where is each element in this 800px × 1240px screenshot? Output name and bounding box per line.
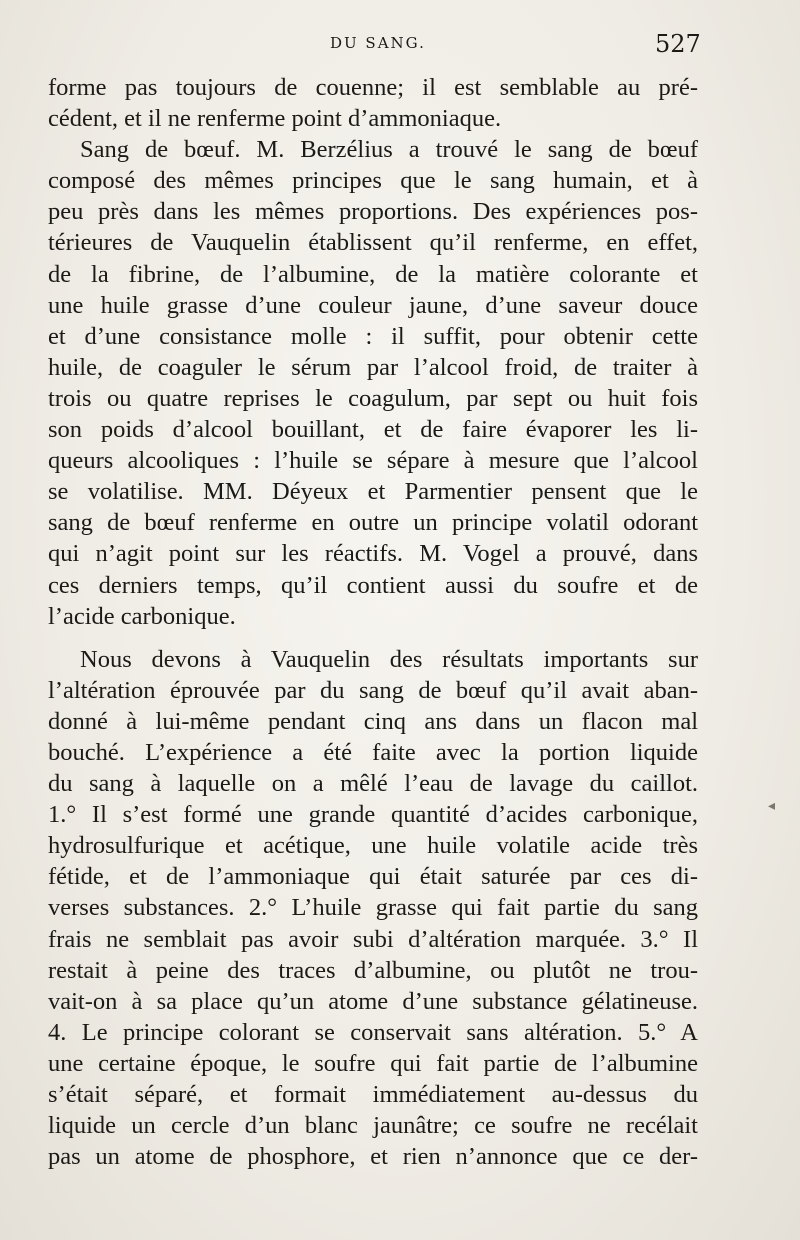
body-text xyxy=(48,72,698,1172)
text-line: de la fibrine, de l’albumine, de la matière colorante et xyxy=(48,260,698,288)
text-line: qui n’agit point sur les réactifs. M. Vogel a prouvé, dans xyxy=(48,540,698,568)
text-line: trois ou quatre reprises le coagulum, par sept ou huit fois xyxy=(48,384,698,412)
text-line: frais ne semblait pas avoir subi d’altération marquée. 3.° Il xyxy=(48,925,698,953)
text-line: forme pas toujours de couenne; il est semblable au pré- xyxy=(48,74,698,101)
text-line: verses substances. 2.° L’huile grasse qui fait partie du sang xyxy=(48,894,698,922)
text-line: huile, de coaguler le sérum par l’alcool froid, de traiter à xyxy=(48,353,698,381)
text-line: bouché. L’expérience a été faite avec la portion liquide xyxy=(48,738,698,766)
text-line: du sang à laquelle on a mêlé l’eau de lavage du caillot. xyxy=(48,770,698,798)
text-line: son poids d’alcool bouillant, et de faire évaporer les li- xyxy=(48,416,698,444)
running-title: DU SANG. xyxy=(330,34,426,52)
text-line: térieures de Vauquelin établissent qu’il renferme, en effet, xyxy=(48,229,698,257)
text-line: se volatilise. MM. Déyeux et Parmentier pensent que le xyxy=(48,478,698,506)
text-line: 4. Le principe colorant se conservait sans altération. 5.° A xyxy=(48,1018,698,1046)
text-line: donné à lui-même pendant cinq ans dans un flacon mal xyxy=(48,707,698,735)
text-line: restait à peine des traces d’albumine, ou plutôt ne trou- xyxy=(48,956,698,984)
text-line: 1.° Il s’est formé une grande quantité d’acides carbonique, xyxy=(48,801,698,829)
text-line: cédent, et il ne renferme point d’ammoniaque. xyxy=(48,105,502,133)
text-line: une huile grasse d’une couleur jaune, d’une saveur douce xyxy=(48,291,698,319)
text-line: Sang de bœuf. M. Berzélius a trouvé le sang de bœuf xyxy=(80,136,698,164)
text-line: peu près dans les mêmes proportions. Des expériences pos- xyxy=(48,198,698,226)
text-line: l’altération éprouvée par du sang de bœuf qu’il avait aban- xyxy=(48,676,698,704)
page-number: 527 xyxy=(655,30,701,58)
text-line: ces derniers temps, qu’il contient aussi du soufre et de xyxy=(48,571,698,599)
text-line: queurs alcooliques : l’huile se sépare à mesure que l’alcool xyxy=(48,447,698,475)
running-head xyxy=(0,30,800,58)
text-line: fétide, et de l’ammoniaque qui était saturée par ces di- xyxy=(48,863,698,891)
text-line: s’était séparé, et formait immédiatement au-dessus du xyxy=(48,1081,698,1108)
text-line: l’acide carbonique. xyxy=(48,602,236,630)
text-line: Nous devons à Vauquelin des résultats importants sur xyxy=(80,645,698,673)
text-line: sang de bœuf renferme en outre un principe volatil odorant xyxy=(48,509,698,537)
margin-mark: ◂ xyxy=(768,798,776,814)
text-line: pas un atome de phosphore, et rien n’annonce que ce der- xyxy=(48,1143,698,1171)
text-line: vait-on à sa place qu’un atome d’une substance gélatineuse. xyxy=(48,987,698,1015)
text-line: composé des mêmes principes que le sang humain, et à xyxy=(48,167,698,195)
text-line: une certaine époque, le soufre qui fait partie de l’albumine xyxy=(48,1049,698,1077)
text-line: liquide un cercle d’un blanc jaunâtre; ce soufre ne recélait xyxy=(48,1112,698,1140)
text-line: et d’une consistance molle : il suffit, pour obtenir cette xyxy=(48,322,698,350)
text-line: hydrosulfurique et acétique, une huile volatile acide très xyxy=(48,832,698,860)
